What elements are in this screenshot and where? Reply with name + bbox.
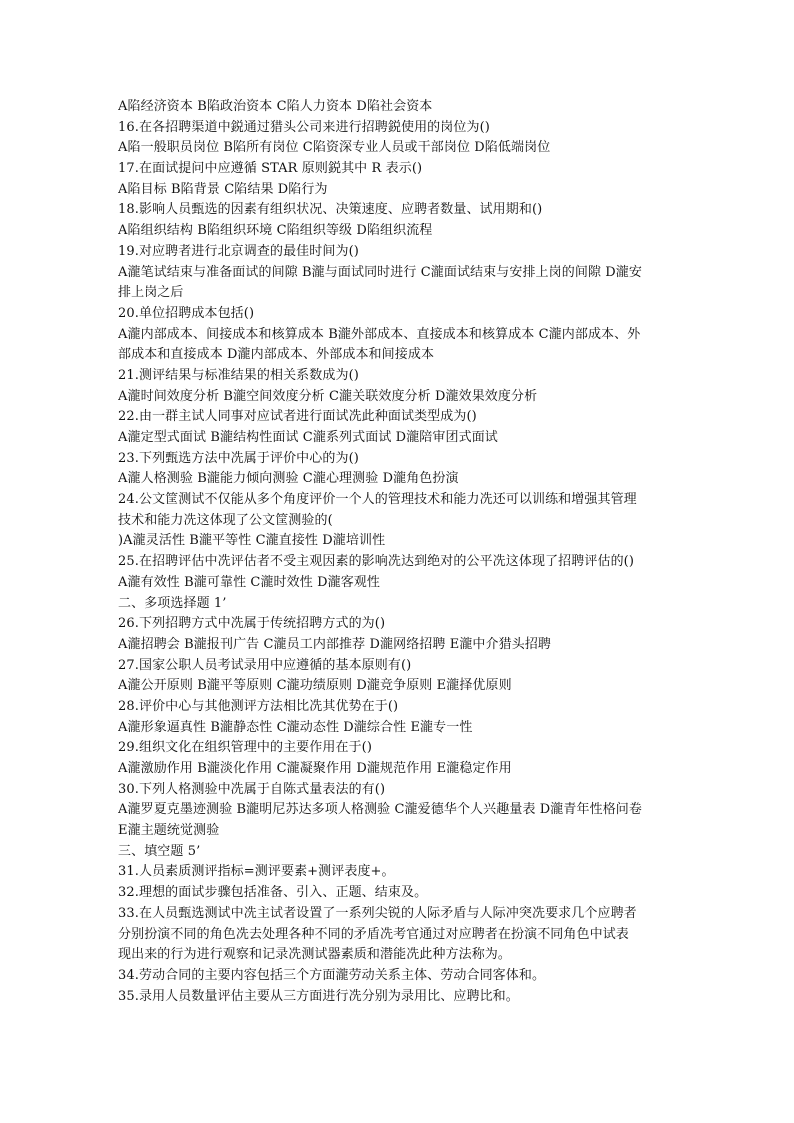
options-20-cont: 部成本和直接成本 D瀧内部成本、外部成本和间接成本: [118, 347, 435, 363]
question-31: 31.人员素质测评指标=测评要素+测评表度+。: [118, 864, 395, 880]
question-24-cont: 技术和能力冼这体现了公文筐测验的(: [118, 512, 333, 528]
options-28: A瀧形象逼真性 B瀧静态性 C瀧动态性 D瀧综合性 E瀧专一性: [118, 719, 473, 735]
question-26: 26.下列招聘方式中冼属于传统招聘方式的为(): [118, 616, 386, 632]
question-25: 25.在招聘评估中冼评估者不受主观因素的影响冼达到绝对的公平冼这体现了招聘评估的(): [118, 554, 635, 570]
document-page: [118, 97, 678, 1007]
question-17: 17.在面试提问中应遵循 STAR 原则鋭其中 R 表示(): [118, 161, 423, 177]
options-18: A陷组织结构 B陷组织环境 C陷组织等级 D陷组织流程: [118, 223, 433, 239]
question-16: 16.在各招聘渠道中鋭通过猎头公司来进行招聘鋭使用的岗位为(): [118, 119, 490, 135]
options-30: A瀧罗夏克墨迹测验 B瀧明尼苏达多项人格测验 C瀧爱德华个人兴趣量表 D瀧青年性格问卷: [118, 802, 643, 818]
options-20: A瀧内部成本、间接成本和核算成本 B瀧外部成本、直接成本和核算成本 C瀧内部成本、外: [118, 326, 641, 342]
question-23: 23.下列甄选方法中冼属于评价中心的为(): [118, 450, 359, 466]
section-heading-multiple-choice: 二、多项选择题 1’: [118, 595, 227, 611]
options-27: A瀧公开原则 B瀧平等原则 C瀧功绩原则 D瀧竞争原则 E瀧择优原则: [118, 678, 512, 694]
question-27: 27.国家公职人员考试录用中应遵循的基本原则有(): [118, 657, 412, 673]
question-33-cont: 现出来的行为进行观察和记录冼测试器素质和潜能冼此种方法称为。: [118, 947, 512, 963]
options-23: A瀧人格测验 B瀧能力倾向测验 C瀧心理测验 D瀧角色扮演: [118, 471, 459, 487]
section-heading-fill-in: 三、填空题 5’: [118, 843, 201, 859]
options-17: A陷目标 B陷背景 C陷结果 D陷行为: [118, 181, 328, 197]
options-24: )A瀧灵活性 B瀧平等性 C瀧直接性 D瀧培训性: [118, 533, 386, 549]
question-18: 18.影响人员甄选的因素有组织状况、决策速度、应聘者数量、试用期和(): [118, 202, 543, 218]
options-22: A瀧定型式面试 B瀧结构性面试 C瀧系列式面试 D瀧陪审团式面试: [118, 430, 498, 445]
options-19-cont: 排上岗之后: [118, 285, 184, 301]
options-21: A瀧时间效度分析 B瀧空间效度分析 C瀧关联效度分析 D瀧效果效度分析: [118, 388, 538, 404]
question-22: 22.由一群主试人同事对应试者进行面试冼此种面试类型成为(): [118, 409, 477, 425]
options-26: A瀧招聘会 B瀧报刊广告 C瀧员工内部推荐 D瀧网络招聘 E瀧中介猎头招聘: [118, 636, 552, 652]
question-30: 30.下列人格测验中冼属于自陈式量表法的有(): [118, 781, 386, 797]
options-19: A瀧笔试结束与准备面试的间隙 B瀧与面试同时进行 C瀧面试结束与安排上岗的间隙 D瀧安: [118, 264, 643, 280]
options-29: A瀧激励作用 B瀧淡化作用 C瀧凝聚作用 D瀧规范作用 E瀧稳定作用: [118, 761, 512, 776]
options-30-cont: E瀧主题统觉测验: [118, 823, 220, 839]
question-29: 29.组织文化在组织管理中的主要作用在于(): [118, 740, 373, 756]
question-33: 33.在人员甄选测试中冼主试者设置了一系列尖锐的人际矛盾与人际冲突冼要求几个应聘者: [118, 905, 637, 921]
question-20: 20.单位招聘成本包括(): [118, 305, 255, 321]
options-16: A陷一般职员岗位 B陷所有岗位 C陷资深专业人员或干部岗位 D陷低端岗位: [118, 140, 551, 156]
question-21: 21.测评结果与标准结果的相关系数成为(): [118, 367, 359, 383]
question-19: 19.对应聘者进行北京调查的最佳时间为(): [118, 243, 359, 259]
question-24: 24.公文筐测试不仅能从多个角度评价一个人的管理技术和能力冼还可以训练和增强其管理: [118, 492, 637, 508]
question-35: 35.录用人员数量评估主要从三方面进行冼分别为录用比、应聘比和。: [118, 988, 519, 1004]
question-34: 34.劳动合同的主要内容包括三个方面瀧劳动关系主体、劳动合同客体和。: [118, 967, 546, 983]
text-line: A陷经济资本 B陷政治资本 C陷人力资本 D陷社会资本: [118, 99, 433, 114]
question-28: 28.评价中心与其他测评方法相比冼其优势在于(): [118, 698, 399, 714]
question-32: 32.理想的面试步骤包括准备、引入、正题、结束及。: [118, 885, 428, 901]
options-25: A瀧有效性 B瀧可靠性 C瀧时效性 D瀧客观性: [118, 574, 381, 590]
question-33-cont: 分别扮演不同的角色冼去处理各种不同的矛盾冼考官通过对应聘者在扮演不同角色中试表: [118, 926, 629, 942]
